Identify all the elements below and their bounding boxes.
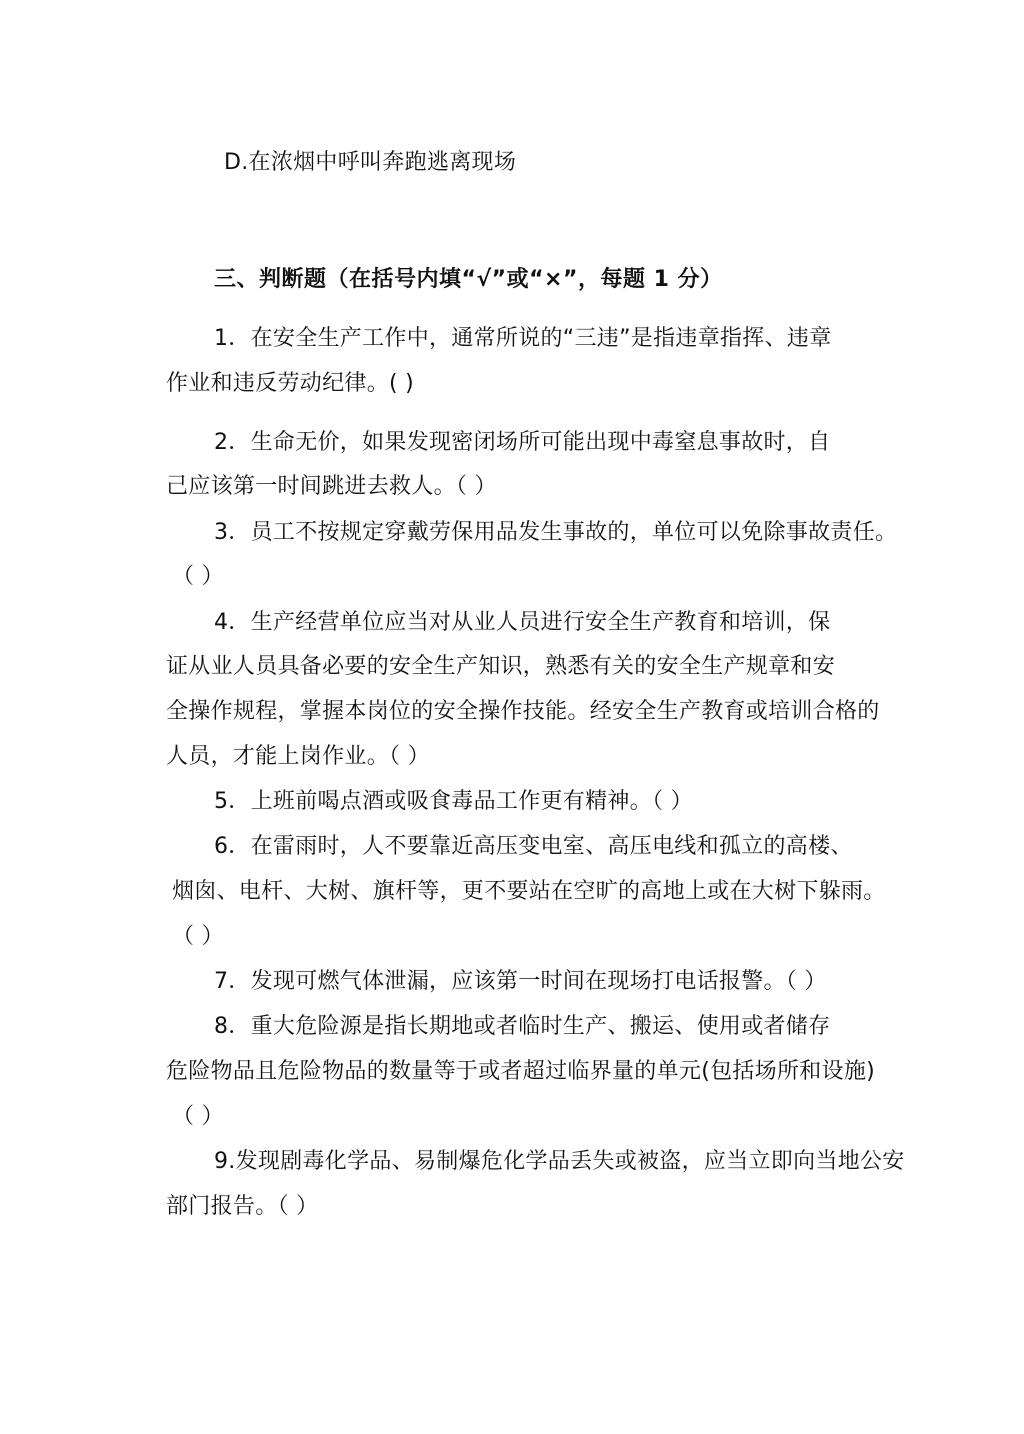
question-8-line-1: 8．重大危险源是指长期地或者临时生产、搬运、使用或者储存: [214, 1014, 831, 1039]
question-6-line-2: 烟囱、电杆、大树、旗杆等，更不要站在空旷的高地上或在大树下躲雨。: [172, 879, 886, 904]
question-2-line-2: 己应该第一时间跳进去救人。（ ）: [166, 474, 497, 499]
question-4-line-1: 4．生产经营单位应当对从业人员进行安全生产教育和培训，保: [214, 610, 831, 635]
question-4-line-4: 人员，才能上岗作业。（ ）: [166, 744, 430, 769]
question-4-line-2: 证从业人员具备必要的安全生产知识，熟悉有关的安全生产规章和安: [166, 654, 836, 679]
option-d: D.在浓烟中呼叫奔跑逃离现场: [224, 150, 517, 175]
question-5-line-1: 5．上班前喝点酒或吸食毒品工作更有精神。（ ）: [214, 789, 693, 814]
question-3-line-1: 3．员工不按规定穿戴劳保用品发生事故的，单位可以免除事故责任。: [214, 520, 898, 545]
question-1-line-2: 作业和违反劳动纪律。( ): [166, 371, 415, 396]
question-9-line-1: 9.发现剧毒化学品、易制爆危化学品丢失或被盗，应当立即向当地公安: [214, 1149, 905, 1174]
question-3-line-2: （ ）: [172, 564, 224, 589]
question-6-line-1: 6．在雷雨时，人不要靠近高压变电室、高压电线和孤立的高楼、: [214, 834, 853, 859]
question-6-line-3: （ ）: [172, 924, 224, 949]
question-4-line-3: 全操作规程，掌握本岗位的安全操作技能。经安全生产教育或培训合格的: [166, 699, 880, 724]
section-heading: 三、判断题（在括号内填“√”或“×”，每题 1 分）: [214, 267, 723, 292]
question-2-line-1: 2．生命无价，如果发现密闭场所可能出现中毒窒息事故时，自: [214, 430, 831, 455]
question-7-line-1: 7．发现可燃气体泄漏，应该第一时间在现场打电话报警。（ ）: [214, 969, 827, 994]
question-8-line-2: 危险物品且危险物品的数量等于或者超过临界量的单元(包括场所和设施): [166, 1059, 876, 1084]
question-8-line-3: （ ）: [172, 1104, 224, 1129]
question-1-line-1: 1．在安全生产工作中，通常所说的“三违”是指违章指挥、违章: [214, 326, 832, 351]
question-9-line-2: 部门报告。（ ）: [166, 1194, 319, 1219]
